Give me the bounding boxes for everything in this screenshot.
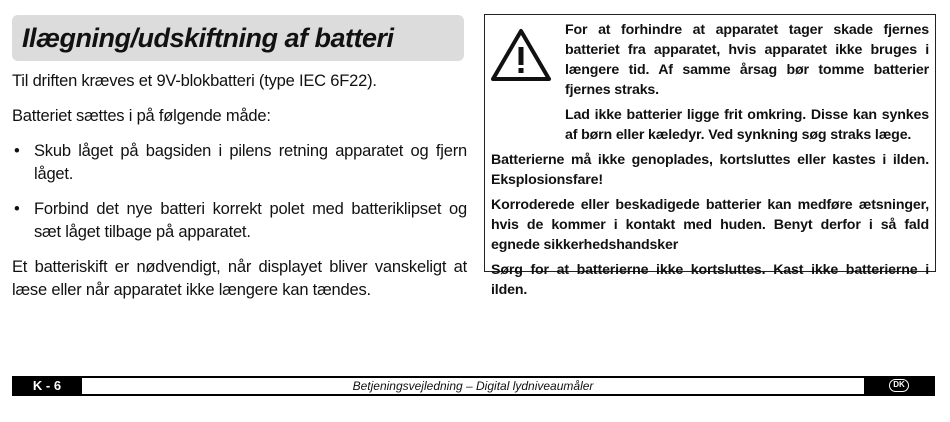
steps-list bbox=[12, 140, 467, 244]
bullet-icon: • bbox=[14, 142, 20, 160]
section-heading: Ilægning/udskiftning af batteri bbox=[22, 23, 394, 53]
page-number: K - 6 bbox=[32, 378, 62, 393]
page-footer bbox=[12, 376, 935, 396]
list-item bbox=[12, 140, 467, 186]
footer-title: Betjeningsvejledning – Digital lydniveaumåler bbox=[82, 378, 864, 394]
warning-triangle-icon bbox=[489, 27, 553, 83]
section-heading-box bbox=[12, 15, 464, 61]
warning-box bbox=[484, 14, 936, 298]
warning-paragraph: Batterierne må ikke genoplades, kortsluttes eller kastes i ilden. Eksplosionsfare! bbox=[491, 152, 929, 188]
warning-paragraph: Korroderede eller beskadigede batterier kan medføre ætsninger, hvis de kommer i kontakt med huden. Benyt derfor i så fald egnede sikkerhedshandsker bbox=[491, 197, 929, 253]
closing-paragraph: Et batteriskift er nødvendigt, når displayet bliver vanskeligt at læse eller når apparatet ikke længere kan tændes. bbox=[12, 258, 467, 299]
instructions-column bbox=[12, 70, 467, 314]
warning-paragraph: Sørg for at batterierne ikke kortsluttes. Kast ikke batterierne i ilden. bbox=[491, 262, 929, 298]
step-text: Skub låget på bagsiden i pilens retning apparatet og fjern låget. bbox=[34, 142, 467, 183]
list-item bbox=[12, 198, 467, 244]
warning-paragraph: For at forhindre at apparatet tager skade fjernes batteriet fra apparatet, hvis apparatet ikke bruges i længere tid. Af samme årsag bør tomme batterier fjernes straks. bbox=[565, 22, 929, 98]
intro-paragraph: Til driften kræves et 9V-blokbatteri (type IEC 6F22). bbox=[12, 72, 377, 90]
warning-paragraph: Lad ikke batterier ligge frit omkring. Disse kan synkes af børn eller kæledyr. Ved synkning søg straks læge. bbox=[565, 107, 929, 143]
language-badge: DK bbox=[889, 379, 909, 392]
step-text: Forbind det nye batteri korrekt polet med batteriklipset og sæt låget tilbage på apparatet. bbox=[34, 200, 467, 241]
bullet-icon: • bbox=[14, 200, 20, 218]
method-paragraph: Batteriet sættes i på følgende måde: bbox=[12, 107, 271, 125]
